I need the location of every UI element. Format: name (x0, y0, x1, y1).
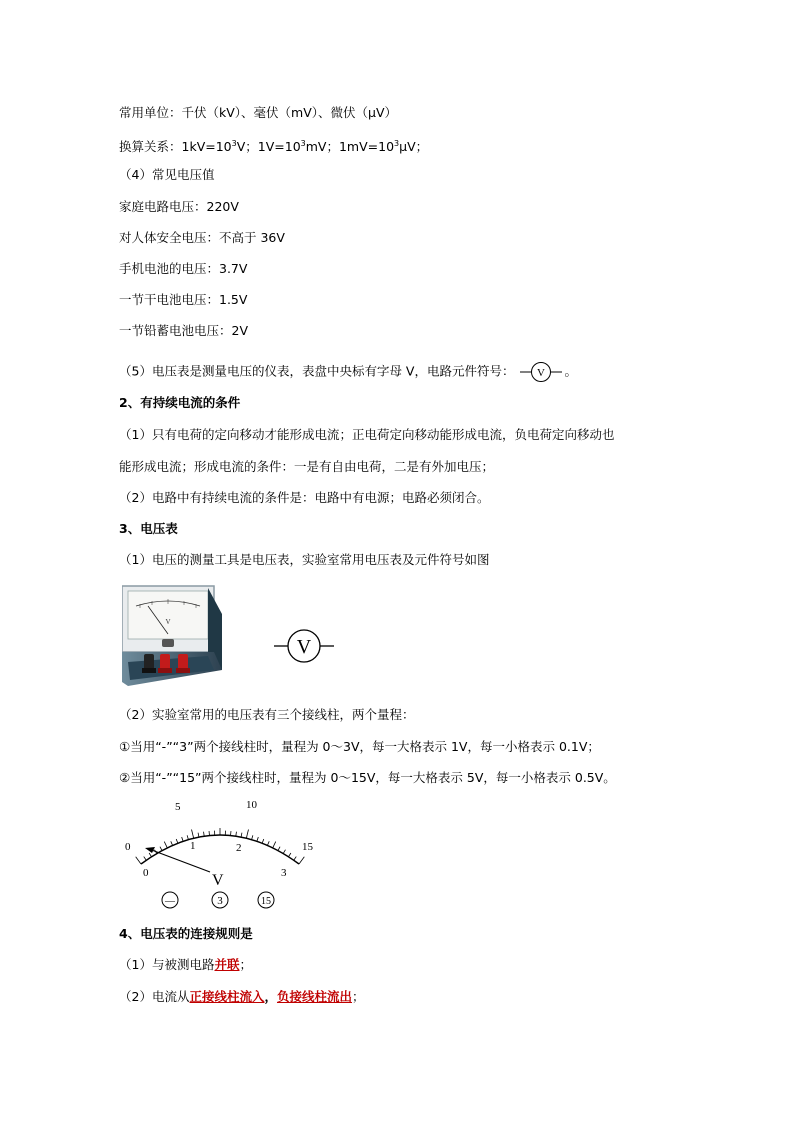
conversion-text: 换算关系：1kV=10 (119, 139, 232, 154)
voltmeter-photo (122, 584, 224, 690)
exponent: 3 (300, 139, 306, 148)
meter-face-letter: V (165, 618, 171, 626)
dial-outer-label: 10 (246, 799, 257, 811)
terminal-negative (162, 892, 178, 908)
dial-tick (273, 842, 276, 848)
dial-inner-label: 3 (281, 867, 287, 879)
dial-tick (283, 850, 285, 854)
exponent: 3 (231, 139, 237, 148)
section-2-title: 2、有持续电流的条件 (119, 395, 241, 410)
definition-end: 。 (564, 363, 577, 379)
rule-text: ； (352, 989, 365, 1004)
definition-text: （5）电压表是测量电压的仪表，表盘中央标有字母 V，电路元件符号： (119, 363, 515, 379)
dial-tick (176, 839, 178, 843)
dial-tick (236, 832, 237, 836)
voltmeter-definition (119, 361, 577, 383)
dial-tick (182, 837, 183, 841)
dial-tick (144, 857, 147, 861)
dial-outer-label: 15 (302, 841, 313, 853)
dial-tick (288, 853, 290, 857)
dial-tick (294, 857, 297, 861)
conversion-line (119, 135, 428, 156)
voltage-item: 手机电池的电压：3.7V (119, 261, 248, 276)
dial-tick (187, 835, 188, 839)
dial-tick (262, 839, 264, 843)
terminal-label: — (165, 896, 175, 907)
section-3-range-15v: ②当用“-”“15”两个接线柱时，量程为 0～15V，每一大格表示 5V，每一小格表示 0.5V。 (119, 770, 616, 785)
rule-1 (119, 956, 252, 974)
dial-tick (278, 847, 280, 851)
dial-tick (136, 857, 141, 864)
section-2-paragraph-2: （2）电路中有持续电流的条件是：电路中有电源；电路必须闭合。 (119, 490, 490, 505)
rule-text: （1）与被测电路 (119, 957, 215, 972)
rule-answer: 正接线柱流入 (189, 989, 265, 1004)
dial-inner-label: 0 (143, 867, 149, 879)
rule-text: （2）电流从 (119, 989, 190, 1004)
conversion-text: μV； (399, 139, 429, 154)
voltmeter-dial-diagram (115, 796, 325, 916)
dial-inner-label: 2 (236, 842, 242, 854)
terminal-15 (258, 892, 274, 908)
terminal-3 (212, 892, 228, 908)
rule-2 (119, 988, 365, 1006)
section-3-paragraph-2: （2）实验室常用的电压表有三个接线柱，两个量程： (119, 707, 415, 722)
section-4-title: 4、电压表的连接规则是 (119, 926, 253, 941)
rule-text: ， (264, 989, 277, 1004)
section-2-paragraph-1-cont: 能形成电流；形成电流的条件：一是有自由电荷，二是有外加电压； (119, 459, 495, 474)
dial-outer-label: 0 (125, 841, 131, 853)
rule-answer: 负接线柱流出 (276, 989, 352, 1004)
dial-tick (252, 835, 253, 839)
voltmeter-symbol-large-icon (272, 624, 336, 668)
section-3-title: 3、电压表 (119, 521, 178, 536)
symbol-letter: V (296, 636, 312, 658)
conversion-text: V；1V=10 (236, 139, 301, 154)
conversion-text: mV；1mV=10 (305, 139, 395, 154)
dial-tick (204, 832, 205, 836)
voltage-item: 家庭电路电压：220V (119, 199, 239, 214)
rule-text: ； (239, 957, 252, 972)
symbol-letter: V (537, 367, 546, 379)
voltage-item: 对人体安全电压：不高于 36V (119, 230, 285, 245)
dial-inner-label: 1 (190, 840, 196, 852)
section-3-paragraph-1: （1）电压的测量工具是电压表，实验室常用电压表及元件符号如图 (119, 552, 490, 567)
dial-tick (164, 842, 167, 848)
dial-tick (246, 829, 248, 838)
section-2-paragraph-1: （1）只有电荷的定向移动才能形成电流；正电荷定向移动能形成电流，负电荷定向移动也 (119, 427, 615, 442)
exponent: 3 (394, 139, 400, 148)
dial-center-letter: V (212, 872, 224, 889)
dial-tick (198, 833, 199, 837)
dial-tick (257, 837, 258, 841)
terminal-label: 3 (217, 895, 223, 907)
voltage-item: 一节铅蓄电池电压：2V (119, 323, 249, 338)
dial-tick (241, 833, 242, 837)
rule-answer: 并联 (214, 957, 240, 972)
dial-tick (149, 853, 151, 857)
dial-tick (160, 847, 162, 851)
voltmeter-symbol-icon (520, 361, 562, 383)
units-line: 常用单位：千伏（kV）、毫伏（mV）、微伏（μV） (119, 105, 398, 120)
dial-outer-label: 5 (175, 801, 181, 813)
dial-tick (171, 841, 173, 845)
section-3-range-3v: ①当用“-”“3”两个接线柱时，量程为 0～3V，每一大格表示 1V，每一小格表示 0.1V； (119, 739, 600, 754)
dial-tick (192, 829, 194, 838)
voltage-item: 一节干电池电压：1.5V (119, 292, 248, 307)
common-voltage-heading: （4）常见电压值 (119, 167, 215, 182)
terminal-label: 15 (261, 896, 271, 907)
dial-tick (299, 857, 304, 864)
dial-tick (267, 841, 269, 845)
